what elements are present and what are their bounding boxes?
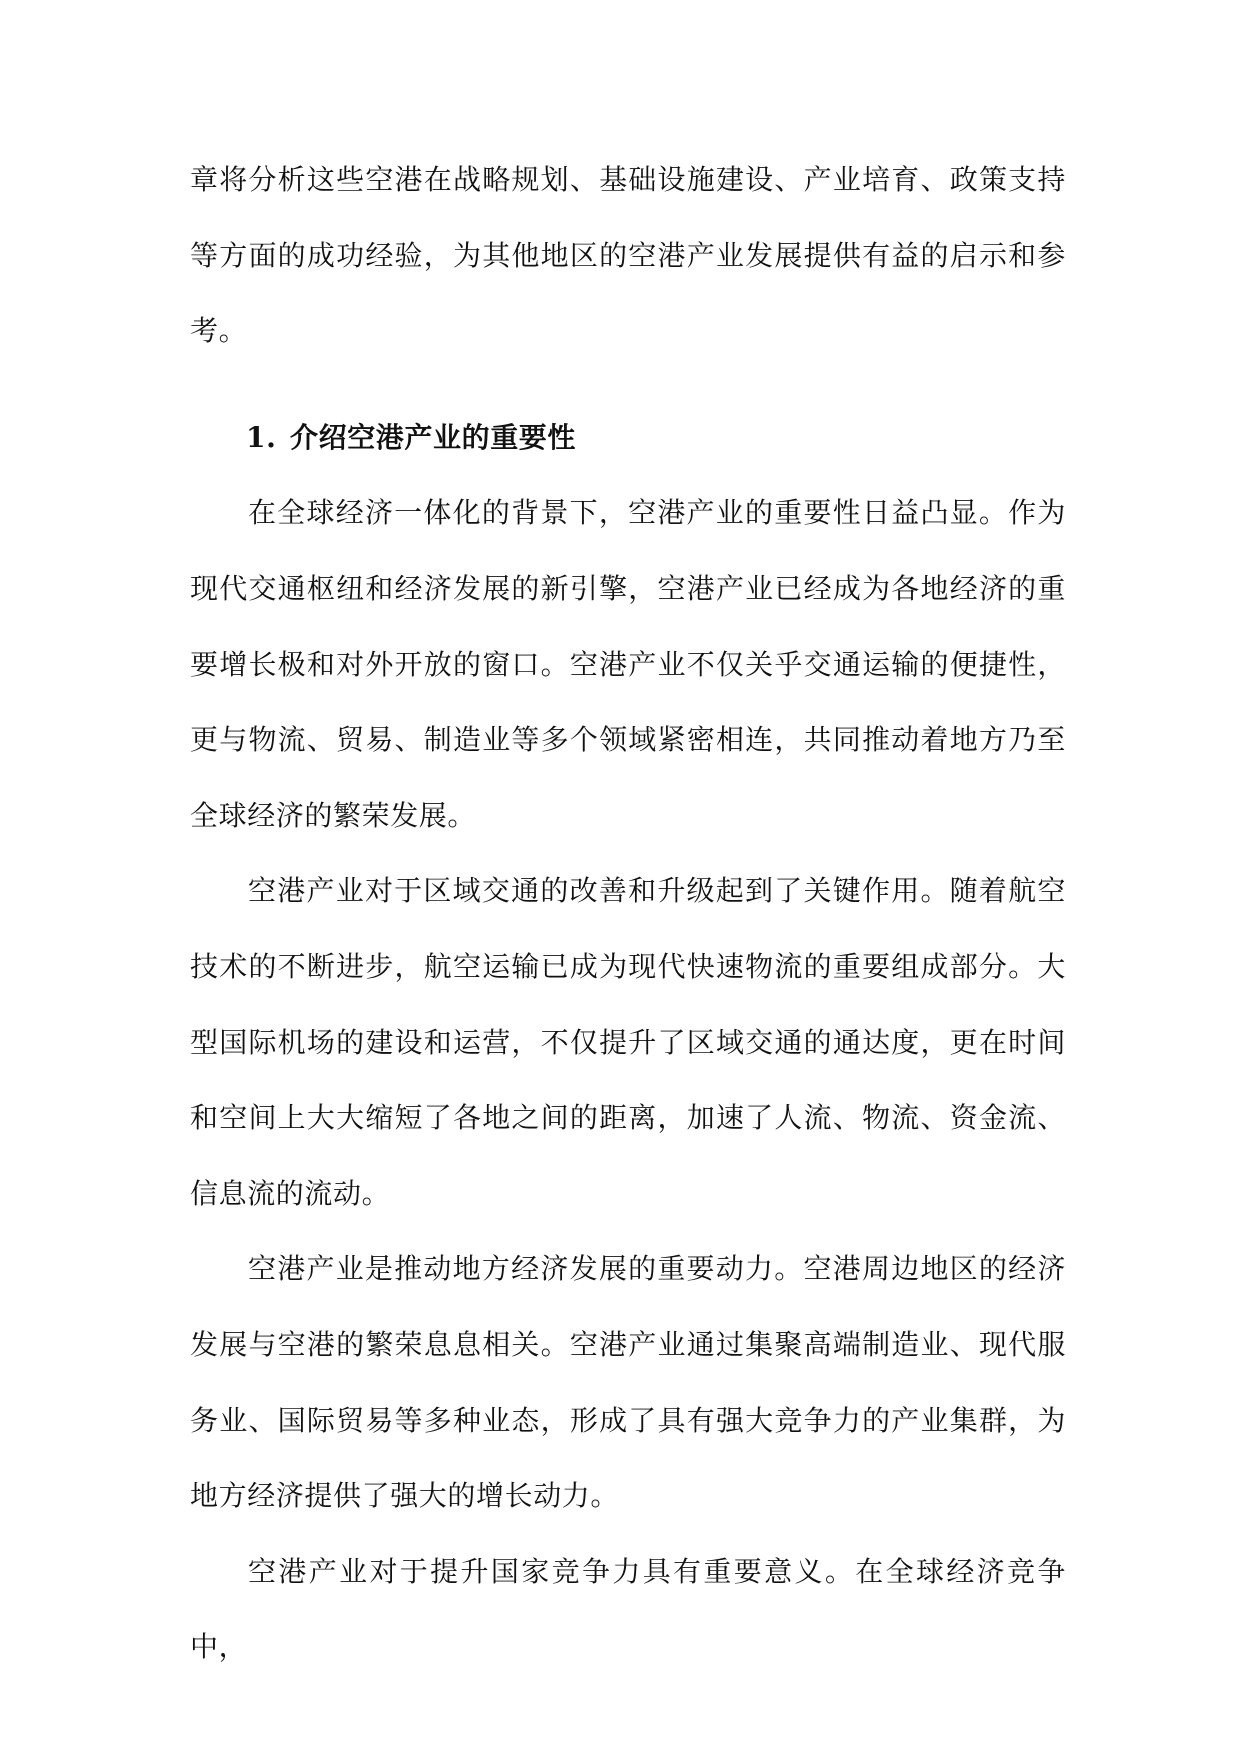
section-number: 1.	[246, 420, 277, 454]
page-body	[190, 142, 1066, 1685]
body-paragraph: 空港产业是推动地方经济发展的重要动力。空港周边地区的经济发展与空港的繁荣息息相关。空港产业通过集聚高端制造业、现代服务业、国际贸易等多种业态，形成了具有强大竞争力的产业集群，为地方经济提供了强大的增长动力。	[190, 1252, 1066, 1513]
section-heading	[190, 400, 1066, 476]
body-paragraph: 空港产业对于区域交通的改善和升级起到了关键作用。随着航空技术的不断进步，航空运输已成为现代快速物流的重要组成部分。大型国际机场的建设和运营，不仅提升了区域交通的通达度，更在时间和空间上大大缩短了各地之间的距离，加速了人流、物流、资金流、信息流的流动。	[190, 874, 1066, 1210]
body-paragraph: 在全球经济一体化的背景下，空港产业的重要性日益凸显。作为现代交通枢纽和经济发展的新引擎，空港产业已经成为各地经济的重要增长极和对外开放的窗口。空港产业不仅关乎交通运输的便捷性，更与物流、贸易、制造业等多个领域紧密相连，共同推动着地方乃至全球经济的繁荣发展。	[190, 496, 1066, 832]
section-title: 介绍空港产业的重要性	[290, 420, 577, 454]
body-paragraph: 空港产业对于提升国家竞争力具有重要意义。在全球经济竞争中，	[190, 1554, 1066, 1664]
continuation-paragraph: 章将分析这些空港在战略规划、基础设施建设、产业培育、政策支持等方面的成功经验，为其他地区的空港产业发展提供有益的启示和参考。	[190, 163, 1066, 348]
